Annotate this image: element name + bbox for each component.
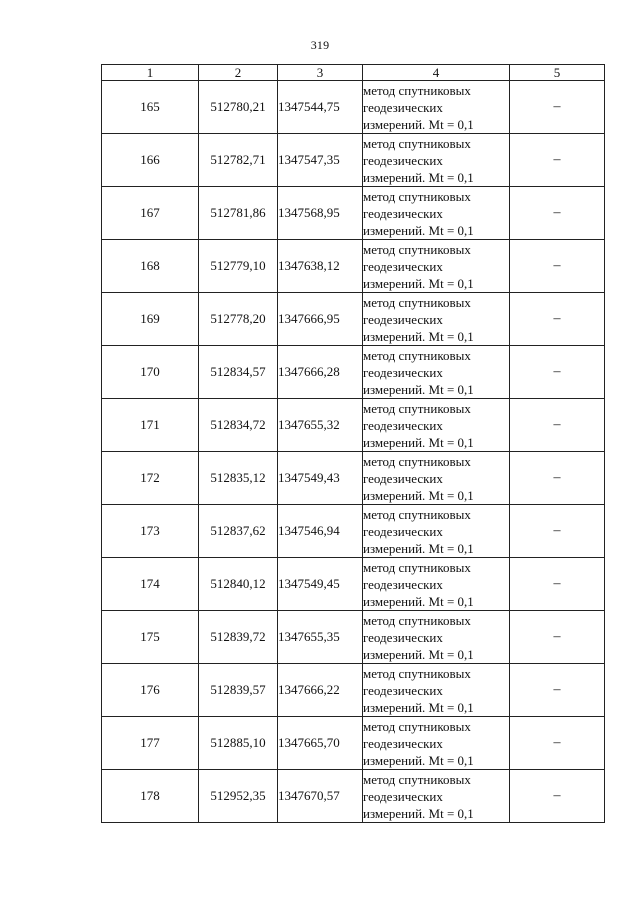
- point-number-cell: 175: [102, 611, 199, 664]
- x-coordinate-cell: 512835,12: [199, 452, 278, 505]
- column-header-5: 5: [510, 65, 605, 81]
- point-number-cell: 167: [102, 187, 199, 240]
- point-number-cell: 165: [102, 81, 199, 134]
- method-line: измерений. Mt = 0,1: [363, 752, 474, 768]
- note-cell: –: [510, 240, 605, 293]
- method-cell: [363, 134, 510, 187]
- method-line: геодезических: [363, 470, 443, 486]
- point-number-cell: 173: [102, 505, 199, 558]
- table-row: [102, 81, 605, 134]
- method-cell: [363, 399, 510, 452]
- table-row: [102, 558, 605, 611]
- y-coordinate-cell: 1347547,35: [278, 134, 363, 187]
- method-cell: [363, 187, 510, 240]
- method-cell: [363, 505, 510, 558]
- x-coordinate-cell: 512780,21: [199, 81, 278, 134]
- note-cell: –: [510, 399, 605, 452]
- x-coordinate-cell: 512840,12: [199, 558, 278, 611]
- column-header-2: 2: [199, 65, 278, 81]
- y-coordinate-cell: 1347544,75: [278, 81, 363, 134]
- method-line: измерений. Mt = 0,1: [363, 699, 474, 715]
- method-line: геодезических: [363, 576, 443, 592]
- method-cell: [363, 81, 510, 134]
- method-line: метод спутниковых: [363, 718, 471, 734]
- method-line: измерений. Mt = 0,1: [363, 646, 474, 662]
- x-coordinate-cell: 512885,10: [199, 717, 278, 770]
- table-row: [102, 399, 605, 452]
- method-cell: [363, 717, 510, 770]
- point-number-cell: 169: [102, 293, 199, 346]
- y-coordinate-cell: 1347655,35: [278, 611, 363, 664]
- method-line: геодезических: [363, 364, 443, 380]
- point-number-cell: 174: [102, 558, 199, 611]
- x-coordinate-cell: 512839,72: [199, 611, 278, 664]
- y-coordinate-cell: 1347666,22: [278, 664, 363, 717]
- note-cell: –: [510, 346, 605, 399]
- x-coordinate-cell: 512837,62: [199, 505, 278, 558]
- note-cell: –: [510, 293, 605, 346]
- note-cell: –: [510, 134, 605, 187]
- point-number-cell: 166: [102, 134, 199, 187]
- y-coordinate-cell: 1347549,43: [278, 452, 363, 505]
- note-cell: –: [510, 452, 605, 505]
- method-cell: [363, 452, 510, 505]
- table-row: [102, 346, 605, 399]
- x-coordinate-cell: 512779,10: [199, 240, 278, 293]
- method-line: метод спутниковых: [363, 82, 471, 98]
- method-line: измерений. Mt = 0,1: [363, 328, 474, 344]
- point-number-cell: 177: [102, 717, 199, 770]
- x-coordinate-cell: 512952,35: [199, 770, 278, 823]
- y-coordinate-cell: 1347549,45: [278, 558, 363, 611]
- y-coordinate-cell: 1347638,12: [278, 240, 363, 293]
- point-number-cell: 178: [102, 770, 199, 823]
- method-line: геодезических: [363, 735, 443, 751]
- method-cell: [363, 770, 510, 823]
- point-number-cell: 168: [102, 240, 199, 293]
- note-cell: –: [510, 81, 605, 134]
- note-cell: –: [510, 717, 605, 770]
- method-cell: [363, 346, 510, 399]
- table-row: [102, 717, 605, 770]
- note-cell: –: [510, 770, 605, 823]
- method-line: метод спутниковых: [363, 559, 471, 575]
- method-cell: [363, 240, 510, 293]
- method-cell: [363, 558, 510, 611]
- method-line: измерений. Mt = 0,1: [363, 222, 474, 238]
- method-line: метод спутниковых: [363, 453, 471, 469]
- method-cell: [363, 611, 510, 664]
- note-cell: –: [510, 664, 605, 717]
- method-line: метод спутниковых: [363, 188, 471, 204]
- point-number-cell: 172: [102, 452, 199, 505]
- method-line: геодезических: [363, 152, 443, 168]
- method-line: измерений. Mt = 0,1: [363, 487, 474, 503]
- method-line: измерений. Mt = 0,1: [363, 116, 474, 132]
- method-line: измерений. Mt = 0,1: [363, 593, 474, 609]
- table-row: [102, 664, 605, 717]
- column-header-3: 3: [278, 65, 363, 81]
- method-line: метод спутниковых: [363, 294, 471, 310]
- point-number-cell: 171: [102, 399, 199, 452]
- x-coordinate-cell: 512782,71: [199, 134, 278, 187]
- method-line: геодезических: [363, 629, 443, 645]
- x-coordinate-cell: 512839,57: [199, 664, 278, 717]
- table-row: [102, 452, 605, 505]
- column-header-1: 1: [102, 65, 199, 81]
- table-row: [102, 293, 605, 346]
- method-line: измерений. Mt = 0,1: [363, 540, 474, 556]
- y-coordinate-cell: 1347665,70: [278, 717, 363, 770]
- note-cell: –: [510, 187, 605, 240]
- method-line: метод спутниковых: [363, 612, 471, 628]
- column-header-4: 4: [363, 65, 510, 81]
- method-line: геодезических: [363, 417, 443, 433]
- table-row: [102, 770, 605, 823]
- table-row: [102, 187, 605, 240]
- method-line: геодезических: [363, 99, 443, 115]
- point-number-cell: 170: [102, 346, 199, 399]
- method-line: метод спутниковых: [363, 347, 471, 363]
- page-number: 319: [310, 38, 330, 52]
- method-cell: [363, 664, 510, 717]
- x-coordinate-cell: 512834,57: [199, 346, 278, 399]
- note-cell: –: [510, 611, 605, 664]
- x-coordinate-cell: 512834,72: [199, 399, 278, 452]
- y-coordinate-cell: 1347655,32: [278, 399, 363, 452]
- point-number-cell: 176: [102, 664, 199, 717]
- method-line: метод спутниковых: [363, 665, 471, 681]
- method-line: измерений. Mt = 0,1: [363, 169, 474, 185]
- method-line: геодезических: [363, 258, 443, 274]
- method-line: метод спутниковых: [363, 400, 471, 416]
- table-row: [102, 611, 605, 664]
- y-coordinate-cell: 1347568,95: [278, 187, 363, 240]
- method-line: геодезических: [363, 311, 443, 327]
- method-cell: [363, 293, 510, 346]
- method-line: измерений. Mt = 0,1: [363, 434, 474, 450]
- method-line: измерений. Mt = 0,1: [363, 275, 474, 291]
- method-line: геодезических: [363, 788, 443, 804]
- method-line: геодезических: [363, 682, 443, 698]
- method-line: измерений. Mt = 0,1: [363, 381, 474, 397]
- note-cell: –: [510, 558, 605, 611]
- y-coordinate-cell: 1347670,57: [278, 770, 363, 823]
- method-line: измерений. Mt = 0,1: [363, 805, 474, 821]
- table-row: [102, 505, 605, 558]
- table-row: [102, 240, 605, 293]
- y-coordinate-cell: 1347666,28: [278, 346, 363, 399]
- y-coordinate-cell: 1347666,95: [278, 293, 363, 346]
- table-row: [102, 134, 605, 187]
- table-body: [102, 81, 605, 823]
- table-header-row: [102, 65, 605, 81]
- method-line: метод спутниковых: [363, 135, 471, 151]
- note-cell: –: [510, 505, 605, 558]
- method-line: геодезических: [363, 523, 443, 539]
- x-coordinate-cell: 512778,20: [199, 293, 278, 346]
- method-line: геодезических: [363, 205, 443, 221]
- coordinates-table: [101, 64, 605, 823]
- method-line: метод спутниковых: [363, 771, 471, 787]
- method-line: метод спутниковых: [363, 241, 471, 257]
- x-coordinate-cell: 512781,86: [199, 187, 278, 240]
- y-coordinate-cell: 1347546,94: [278, 505, 363, 558]
- method-line: метод спутниковых: [363, 506, 471, 522]
